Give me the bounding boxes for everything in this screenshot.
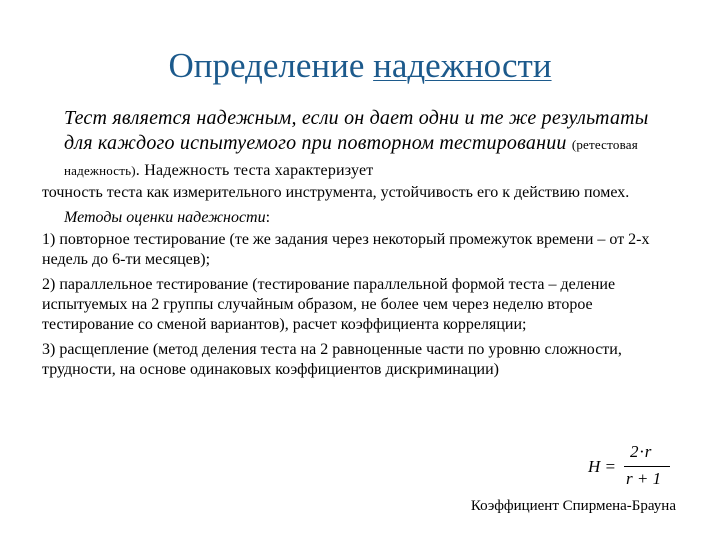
method-item-split: 3) расщепление (метод деления теста на 2 равноценные части по уровню сложности, трудности, на основе одинаковых коэффициентов дискриминации) [42, 341, 622, 378]
retest-note: (ретестовая надежность) [64, 137, 638, 178]
slide-title [0, 46, 720, 86]
title-word-definition: Определение [168, 46, 365, 85]
accuracy-paragraph: точность теста как измерительного инструмента, устойчивость его к действию помех. [42, 184, 630, 201]
formula-caption: Коэффициент Спирмена-Брауна [470, 498, 676, 514]
methods-heading [42, 208, 682, 228]
fraction-bar [624, 466, 670, 467]
spearman-brown-formula [588, 444, 678, 490]
lead-continuation: . Надежность теста характеризует [135, 162, 374, 179]
methods-heading-colon: : [265, 209, 271, 226]
lead-definition-text: Тест является надежным, если он дает одни и те же результаты для каждого испытуемого при повторном тестировании [64, 107, 649, 154]
formula-denominator: r + 1 [626, 469, 662, 488]
formula-numerator: 2·r [630, 442, 653, 461]
methods-heading-text: Методы оценки надежности [64, 209, 266, 226]
formula-lhs: Н = [588, 457, 616, 476]
title-word-reliability: надежности [373, 46, 552, 85]
lead-paragraph [42, 106, 682, 183]
method-item-parallel: 2) параллельное тестирование (тестирование параллельной формой теста – деление испытуемых на 2 группы случайным образом, не более чем через неделю второе тестирование со сменой вариантов), расчет коэффициента корреляции; [42, 276, 616, 333]
slide-body [42, 106, 682, 380]
method-item-retest: 1) повторное тестирование (те же задания через некоторый промежуток времени – от 2-х недель до 6-ти месяцев); [42, 231, 650, 268]
